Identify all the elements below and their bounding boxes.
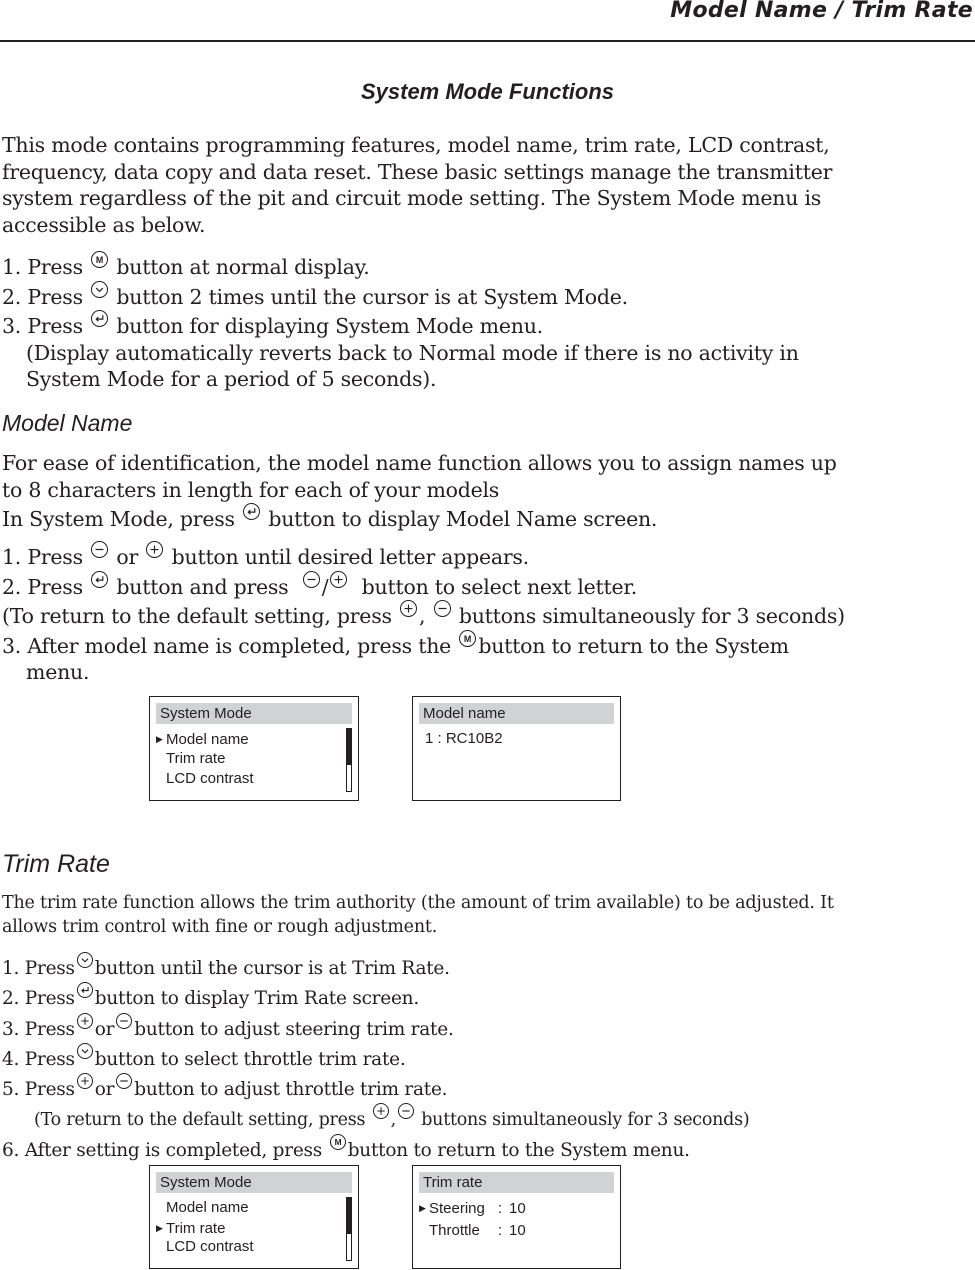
trim-step-4 (2, 1043, 972, 1073)
step-text: 3. Press (2, 1018, 75, 1040)
step-text: button for displaying System Mode menu. (116, 314, 543, 338)
model-name-step-1 (2, 541, 972, 571)
step-text: button at normal display. (116, 255, 370, 279)
plus-button-icon (373, 1103, 389, 1119)
lcd-menu-item-trim-rate (156, 1218, 225, 1239)
lcd-item-label: Model name (166, 1199, 249, 1216)
lcd-model-name-screen (412, 696, 621, 801)
step-text: In System Mode, press (2, 507, 235, 531)
model-name-reset-note (2, 600, 972, 630)
step-text: button to adjust throttle trim rate. (134, 1079, 448, 1101)
lcd-menu-item-trim-rate (156, 749, 225, 769)
step-text: or (94, 1018, 115, 1040)
step-text: or (94, 1079, 115, 1101)
model-name-step-3-cont: menu. (26, 660, 90, 684)
lcd-item-label: Trim rate (166, 750, 226, 767)
minus-button-icon (434, 600, 451, 617)
lcd-title: Trim rate (419, 1172, 614, 1193)
lcd-model-name-value: 1 : RC10B2 (425, 730, 503, 747)
lcd-scrollbar-thumb (347, 1198, 351, 1234)
slash: / (321, 574, 329, 599)
lcd-menu-item-model-name (156, 1198, 249, 1218)
step-text: (To return to the default setting, press (34, 1110, 366, 1131)
lcd-trim-value: 10 (509, 1200, 526, 1217)
mode-button-icon (330, 1134, 346, 1150)
lcd-system-mode-screen (149, 696, 359, 801)
lcd-system-mode-screen-trim (149, 1165, 359, 1269)
trim-step-6 (2, 1134, 972, 1164)
enter-button-icon (243, 503, 260, 520)
step-text: 2. Press (2, 988, 75, 1010)
intro-line: frequency, data copy and data reset. These basic settings manage the transmitter (2, 159, 833, 184)
intro-note: (Display automatically reverts back to Normal mode if there is no activity in (26, 340, 799, 365)
lcd-scrollbar-thumb (347, 729, 351, 765)
step-text: (To return to the default setting, press (2, 604, 392, 628)
intro-paragraph (2, 132, 972, 238)
lcd-menu-item-lcd-contrast (156, 1237, 254, 1257)
minus-button-icon (398, 1103, 414, 1119)
lcd-trim-rate-screen (412, 1165, 621, 1269)
plus-button-icon (77, 1073, 93, 1089)
step-text: 1. Press (2, 255, 83, 279)
minus-button-icon (116, 1013, 132, 1029)
model-name-enter-line (2, 503, 972, 533)
intro-step-3 (2, 310, 972, 340)
intro-steps (2, 251, 972, 393)
lcd-menu-item-model-name (156, 729, 249, 750)
trim-rate-heading: Trim Rate (2, 850, 110, 878)
lcd-scrollbar (346, 1197, 352, 1261)
trim-rate-description (2, 891, 972, 939)
step-text: 2. Press (2, 574, 83, 599)
lcd-trim-row-throttle (419, 1221, 526, 1241)
minus-button-icon (91, 541, 108, 558)
step-text: 2. Press (2, 284, 83, 309)
step-text: 5. Press (2, 1079, 75, 1101)
lcd-menu-item-lcd-contrast (156, 769, 254, 789)
trim-step-5 (2, 1073, 972, 1103)
lcd-trim-label: Steering (429, 1200, 485, 1217)
trim-step-1 (2, 952, 972, 982)
step-text: or (116, 545, 139, 569)
step-text: button until desired letter appears. (171, 545, 529, 569)
intro-note: System Mode for a period of 5 seconds). (26, 367, 437, 391)
step-text: button to return to the System (478, 633, 789, 658)
intro-step-1 (2, 251, 972, 281)
model-name-heading: Model Name (2, 410, 133, 436)
cursor-arrow-icon: ▶ (156, 1223, 163, 1233)
step-text: button to display Trim Rate screen. (94, 988, 419, 1010)
desc-line: to 8 characters in length for each of your models (2, 477, 500, 502)
step-text: 3. After model name is completed, press the (2, 633, 452, 658)
desc-line: The trim rate function allows the trim authority (the amount of trim available) to be adjusted. It (2, 893, 834, 913)
lcd-title: System Mode (156, 703, 352, 724)
model-name-description (2, 450, 972, 533)
plus-button-icon (146, 541, 163, 558)
down-button-icon (91, 281, 108, 298)
desc-line: allows trim control with fine or rough adjustment. (2, 917, 438, 937)
page-header-title: Model Name / Trim Rate (670, 0, 973, 23)
step-text: button and press (116, 574, 289, 599)
step-text: button to display Model Name screen. (268, 507, 658, 531)
enter-button-icon (91, 310, 108, 327)
mode-button-icon (459, 630, 476, 647)
step-text: button to adjust steering trim rate. (134, 1018, 454, 1040)
model-name-steps (2, 541, 972, 686)
step-text: button until the cursor is at Trim Rate. (94, 958, 450, 979)
lcd-trim-sep: : (497, 1200, 503, 1217)
lcd-item-label: Trim rate (166, 1220, 226, 1237)
trim-step-2 (2, 982, 972, 1012)
down-button-icon (77, 952, 93, 968)
cursor-arrow-icon: ▶ (419, 1203, 426, 1213)
trim-step-3 (2, 1013, 972, 1043)
lcd-trim-label: Throttle (429, 1222, 480, 1239)
lcd-scrollbar (346, 728, 352, 792)
step-text: 3. Press (2, 314, 83, 338)
mode-button-icon (91, 251, 108, 268)
step-text: button to return to the System menu. (347, 1139, 690, 1161)
step-text: button to select throttle trim rate. (94, 1048, 406, 1070)
desc-line: For ease of identification, the model name function allows you to assign names up (2, 451, 837, 475)
step-text: buttons simultaneously for 3 seconds) (421, 1110, 750, 1131)
intro-line: This mode contains programming features, model name, trim rate, LCD contrast, (2, 133, 830, 157)
step-text: 1. Press (2, 545, 83, 569)
header-divider (0, 40, 975, 42)
trim-rate-steps (2, 952, 972, 1164)
comma: , (390, 1110, 396, 1131)
minus-button-icon (116, 1073, 132, 1089)
intro-line: system regardless of the pit and circuit mode setting. The System Mode menu is (2, 186, 822, 210)
section-title: System Mode Functions (360, 79, 615, 104)
lcd-title: Model name (419, 703, 614, 724)
trim-reset-note (2, 1103, 972, 1133)
step-text: 1. Press (2, 958, 75, 979)
enter-button-icon (91, 571, 108, 588)
plus-button-icon (77, 1013, 93, 1029)
lcd-title: System Mode (156, 1172, 352, 1193)
plus-button-icon (400, 600, 417, 617)
cursor-arrow-icon: ▶ (156, 734, 163, 744)
lcd-trim-row-steering (419, 1198, 526, 1219)
step-text: buttons simultaneously for 3 seconds) (458, 604, 845, 628)
lcd-trim-sep: : (497, 1222, 503, 1239)
lcd-trim-value: 10 (509, 1222, 526, 1239)
lcd-item-label: Model name (166, 731, 249, 748)
step-text: button 2 times until the cursor is at System Mode. (116, 284, 628, 309)
minus-button-icon (303, 571, 320, 588)
lcd-item-label: LCD contrast (166, 1238, 254, 1255)
step-text: 4. Press (2, 1048, 75, 1070)
down-button-icon (77, 1043, 93, 1059)
step-text: button to select next letter. (361, 574, 637, 599)
lcd-item-label: LCD contrast (166, 770, 254, 787)
intro-line: accessible as below. (2, 212, 206, 237)
plus-button-icon (330, 571, 347, 588)
enter-button-icon (77, 982, 93, 998)
model-name-step-3 (2, 630, 972, 660)
comma: , (419, 604, 426, 628)
model-name-step-2 (2, 571, 972, 601)
step-text: 6. After setting is completed, press (2, 1139, 323, 1161)
intro-step-2 (2, 281, 972, 311)
